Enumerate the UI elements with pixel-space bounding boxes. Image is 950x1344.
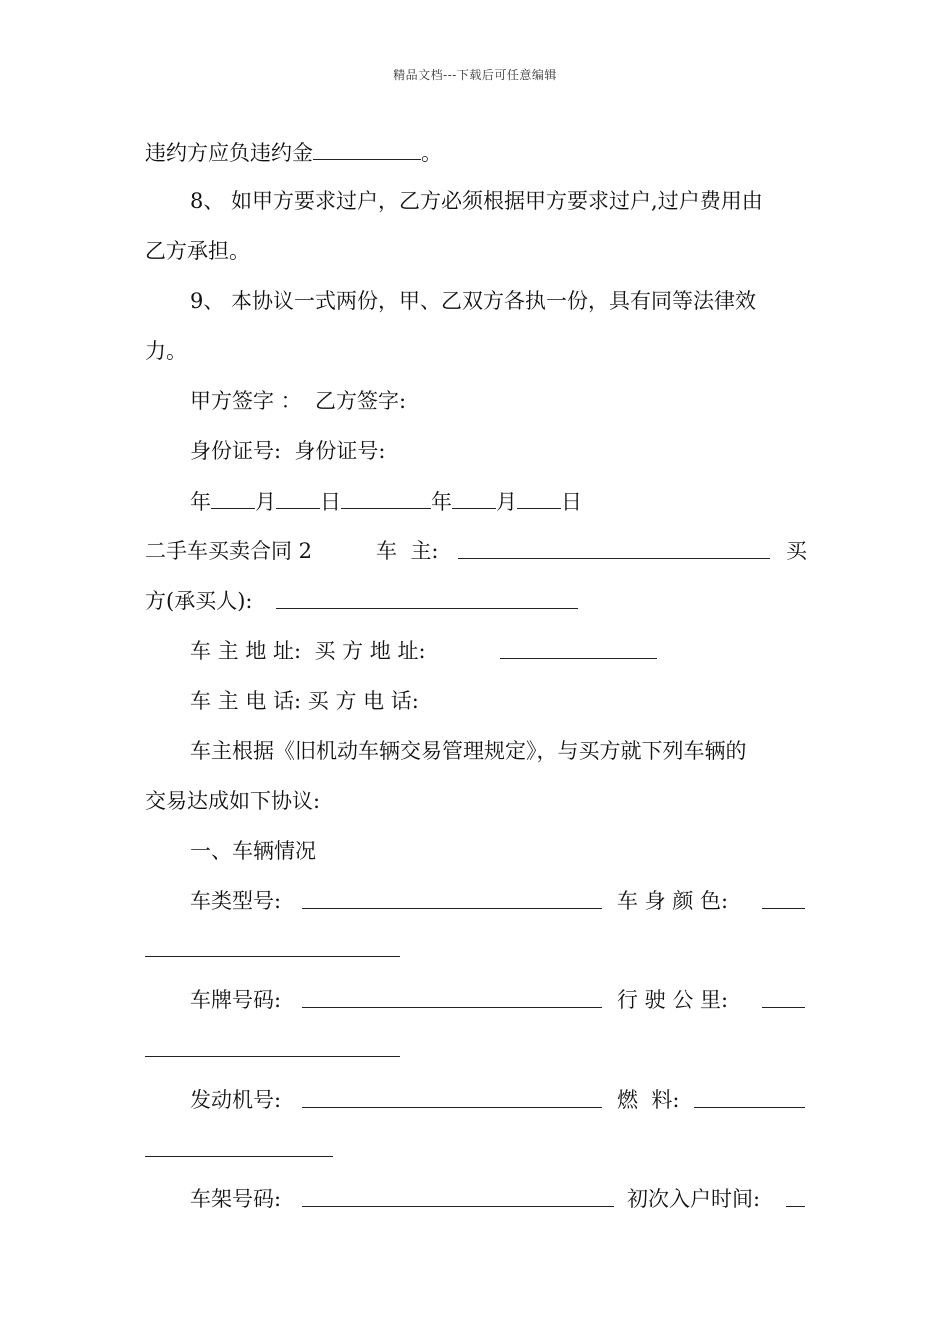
buyer-label: 方(承买人): bbox=[145, 589, 253, 613]
plate-number-label: 车牌号码: bbox=[190, 988, 282, 1012]
contract-2-title: 二手车买卖合同 2 bbox=[145, 539, 313, 563]
agreement-intro-cont: 交易达成如下协议: bbox=[145, 789, 321, 813]
body-color-blank-cont bbox=[145, 956, 400, 957]
fuel-label: 燃 料: bbox=[617, 1088, 680, 1112]
owner-blank bbox=[458, 558, 770, 559]
date-blank bbox=[211, 488, 255, 509]
signature-line: 甲方签字 ： 乙方签字: bbox=[190, 389, 407, 413]
penalty-text: 违约方应负违约金 bbox=[145, 141, 313, 165]
engine-number-blank bbox=[302, 1107, 602, 1108]
page-header: 精品文档---下载后可任意编辑 bbox=[393, 68, 557, 82]
engine-number-label: 发动机号: bbox=[190, 1088, 282, 1112]
penalty-line bbox=[145, 139, 442, 166]
fuel-blank bbox=[694, 1107, 805, 1108]
buyer-blank bbox=[276, 608, 578, 609]
vehicle-model-blank bbox=[302, 908, 602, 909]
first-registration-blank bbox=[786, 1206, 805, 1207]
section-vehicle-heading: 一、车辆情况 bbox=[190, 839, 316, 863]
date-year-b: 年 bbox=[431, 490, 452, 514]
body-color-blank bbox=[762, 908, 805, 909]
date-line bbox=[190, 488, 582, 515]
mileage-label: 行 驶 公 里: bbox=[617, 988, 729, 1012]
phone-line: 车 主 电 话: 买 方 电 话: bbox=[190, 689, 419, 713]
buyer-label-start: 买 bbox=[786, 539, 807, 563]
clause-9: 9、 本协议一式两份，甲、乙双方各执一份，具有同等法律效 bbox=[190, 289, 757, 313]
date-blank bbox=[517, 488, 561, 509]
mileage-blank-cont bbox=[145, 1056, 400, 1057]
id-number-line: 身份证号: 身份证号: bbox=[190, 439, 386, 463]
first-registration-label: 初次入户时间: bbox=[627, 1187, 761, 1211]
mileage-blank bbox=[762, 1007, 805, 1008]
date-day-b: 日 bbox=[561, 490, 582, 514]
agreement-intro: 车主根据《旧机动车辆交易管理规定》，与买方就下列车辆的 bbox=[190, 739, 747, 763]
fuel-blank-cont bbox=[145, 1156, 333, 1157]
date-month-a: 月 bbox=[255, 490, 276, 514]
frame-number-blank bbox=[302, 1206, 614, 1207]
penalty-blank bbox=[313, 139, 421, 160]
plate-number-blank bbox=[302, 1007, 602, 1008]
date-blank bbox=[276, 488, 320, 509]
body-color-label: 车 身 颜 色: bbox=[617, 889, 729, 913]
owner-label: 车 主: bbox=[376, 539, 439, 563]
date-year-a: 年 bbox=[190, 490, 211, 514]
frame-number-label: 车架号码: bbox=[190, 1187, 282, 1211]
vehicle-model-label: 车类型号: bbox=[190, 889, 282, 913]
clause-8-cont: 乙方承担。 bbox=[145, 239, 250, 263]
address-blank bbox=[500, 658, 657, 659]
date-day-a: 日 bbox=[320, 490, 341, 514]
date-blank bbox=[452, 488, 496, 509]
date-month-b: 月 bbox=[496, 490, 517, 514]
date-blank bbox=[341, 488, 431, 509]
clause-9-cont: 力。 bbox=[145, 339, 187, 363]
address-line: 车 主 地 址: 买 方 地 址: bbox=[190, 639, 426, 663]
clause-8: 8、 如甲方要求过户，乙方必须根据甲方要求过户,过户费用由 bbox=[190, 189, 763, 213]
penalty-end: 。 bbox=[421, 141, 442, 165]
